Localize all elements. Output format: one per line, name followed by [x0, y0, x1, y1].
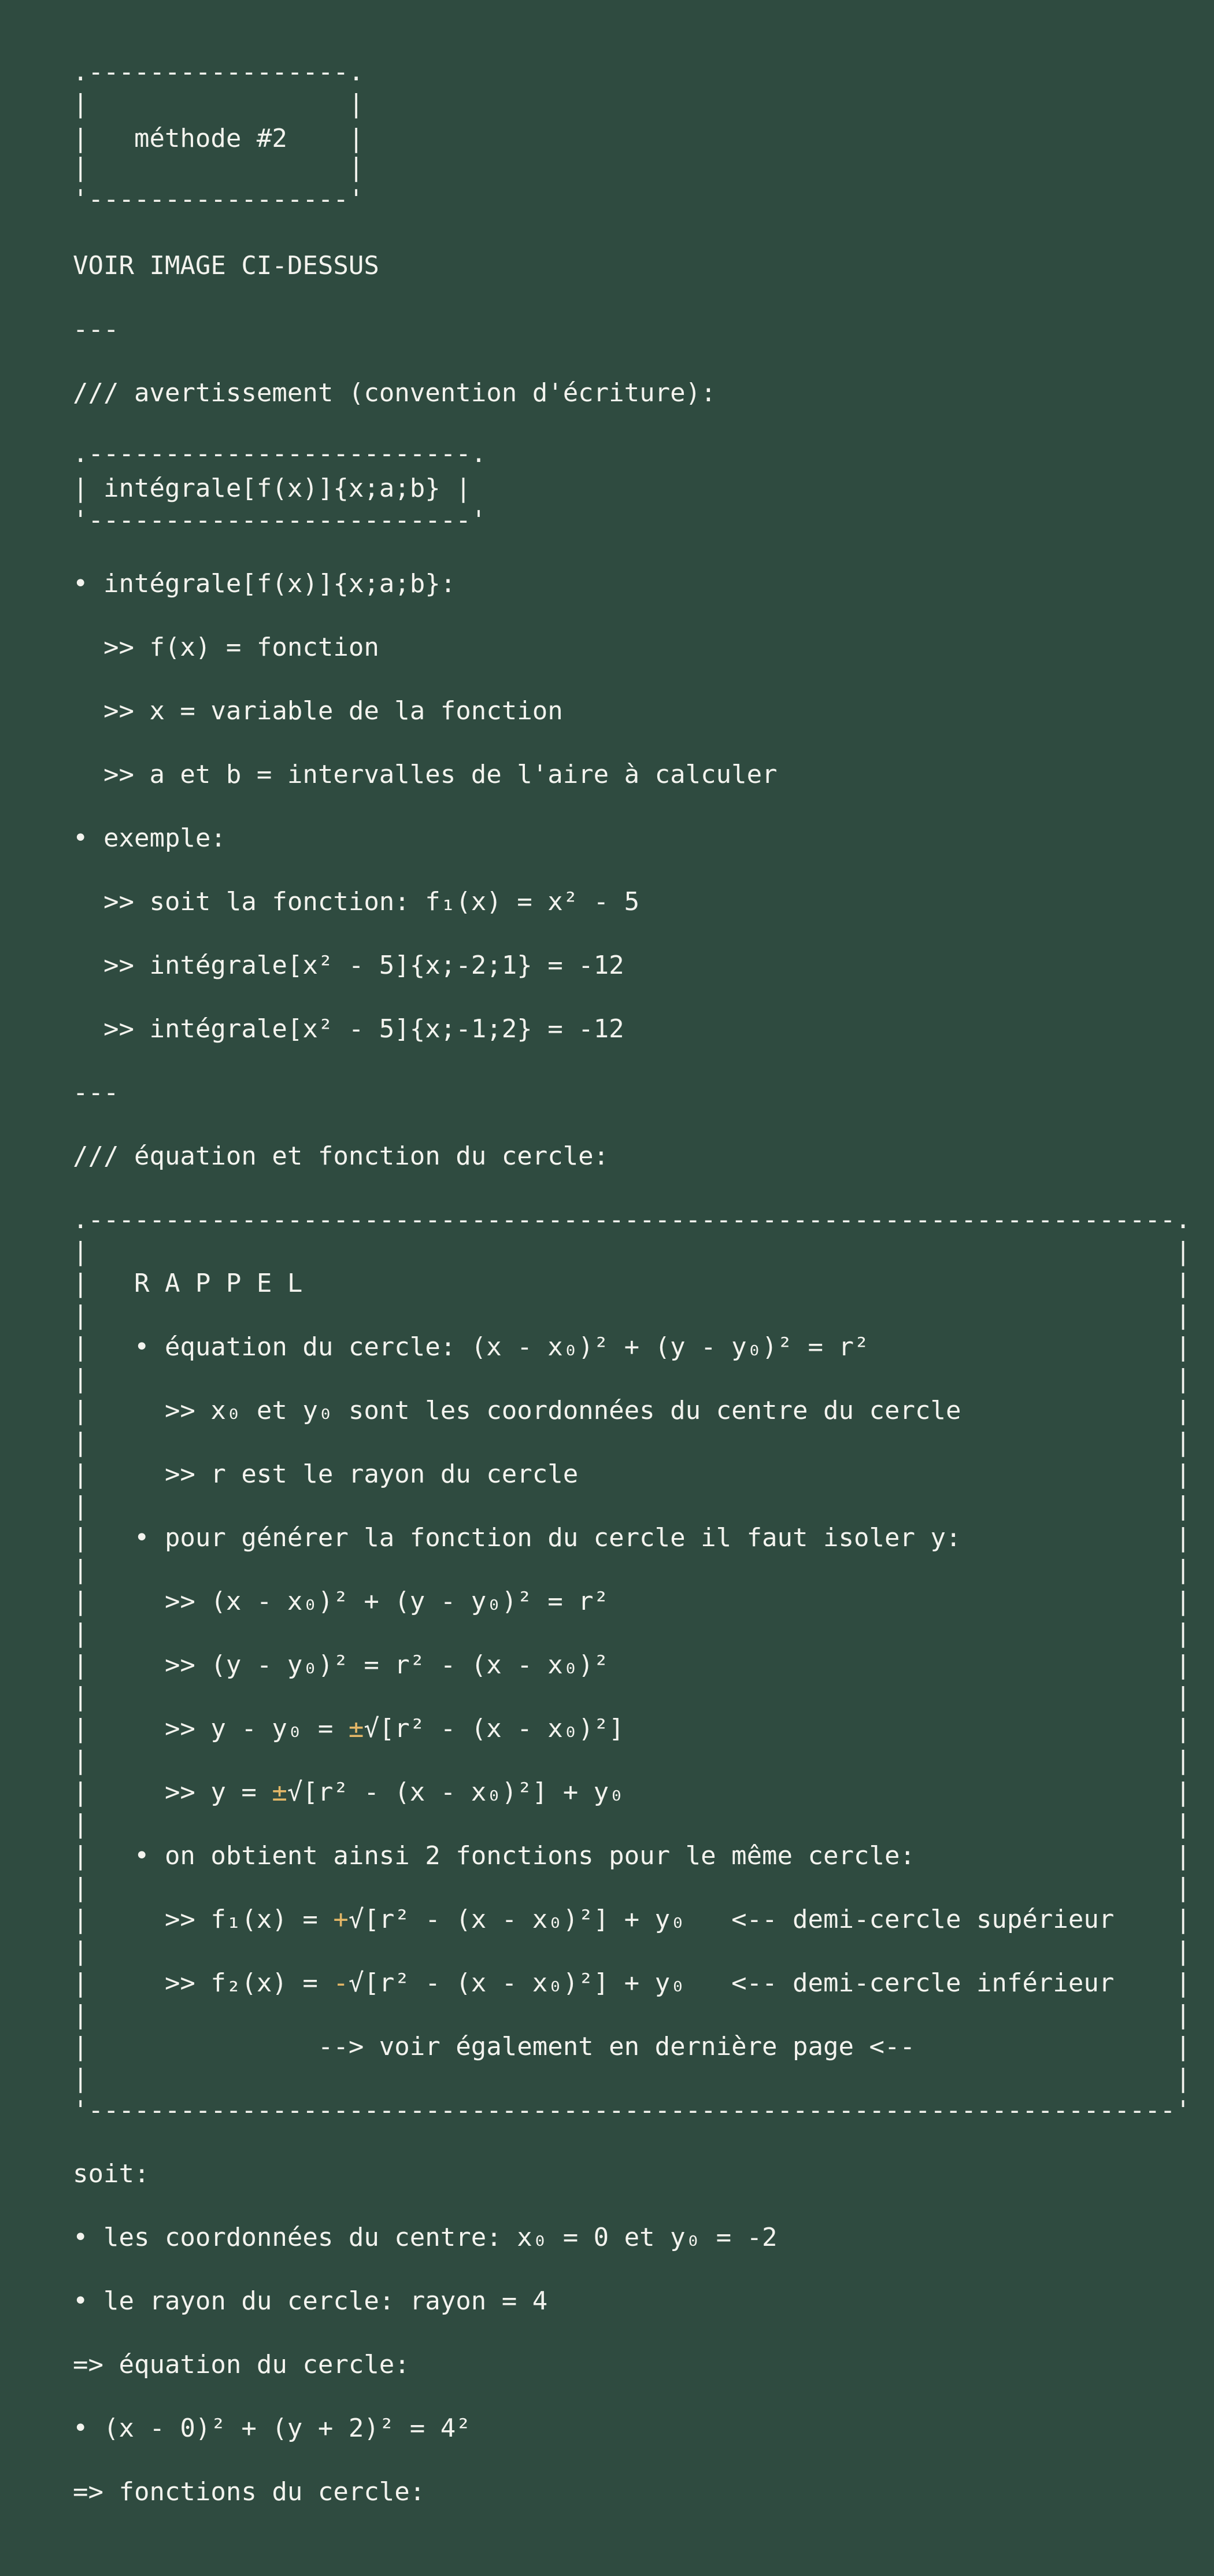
sub-item: >> soit la fonction: f₁(x) = x² - 5 — [73, 887, 640, 916]
box-side-line: | | — [73, 1936, 1191, 1966]
bullet-item: • (x - 0)² + (y + 2)² = 4² — [73, 2414, 471, 2443]
box-side-line: | | — [73, 1682, 1191, 1712]
rappel-line: | >> f₁(x) = +√[r² - (x - x₀)²] + y₀ <-- demi-cercle supérieur | — [73, 1905, 1191, 1934]
rappel-line: | >> (y - y₀)² = r² - (x - x₀)² | — [73, 1650, 1191, 1680]
rappel-line: | • pour générer la fonction du cercle il faut isoler y: | — [73, 1523, 1191, 1553]
separator: --- — [73, 1078, 119, 1107]
sign-highlight: ± — [348, 1714, 364, 1743]
box-side-line: | | — [73, 1809, 1191, 1839]
box-side-line: | | — [73, 1873, 1191, 1902]
see-last-page-note: | --> voir également en dernière page <-- | — [73, 2032, 1191, 2061]
soit-label: soit: — [73, 2159, 150, 2189]
sign-highlight: + — [333, 1905, 349, 1934]
box-side-line: | | — [73, 1300, 1191, 1330]
box-side-line: | | — [73, 153, 364, 182]
sub-item: >> x = variable de la fonction — [73, 696, 563, 726]
box-side-line: | | — [73, 89, 364, 119]
section-heading-circle: /// équation et fonction du cercle: — [73, 1141, 609, 1171]
rappel-line: | >> r est le rayon du cercle | — [73, 1459, 1191, 1489]
bullet-item: • exemple: — [73, 823, 226, 853]
bullet-item: • intégrale[f(x)]{x;a;b}: — [73, 569, 456, 598]
rappel-line: | • on obtient ainsi 2 fonctions pour le même cercle: | — [73, 1841, 1191, 1871]
see-image-note: VOIR IMAGE CI-DESSUS — [73, 251, 379, 280]
rappel-title: | R A P P E L | — [73, 1269, 1191, 1298]
box-side-line: | | — [73, 1555, 1191, 1584]
bullet-item: • les coordonnées du centre: x₀ = 0 et y₀ = -2 — [73, 2223, 778, 2252]
sub-item: >> a et b = intervalles de l'aire à calculer — [73, 760, 778, 789]
result-heading: => fonctions du cercle: — [73, 2477, 425, 2507]
box-side-line: | | — [73, 1618, 1191, 1648]
box-side-line: | | — [73, 1428, 1191, 1457]
box-side-line: | | — [73, 1491, 1191, 1521]
sub-item: >> f(x) = fonction — [73, 633, 379, 662]
box-bottom-border: '-------------------------' — [73, 505, 487, 535]
sub-item: >> intégrale[x² - 5]{x;-2;1} = -12 — [73, 951, 624, 980]
notation-box-content: | intégrale[f(x)]{x;a;b} | — [73, 474, 471, 503]
sign-highlight: ± — [272, 1777, 287, 1807]
separator: --- — [73, 315, 119, 344]
section-heading-warning: /// avertissement (convention d'écriture): — [73, 378, 716, 408]
bullet-item: • le rayon du cercle: rayon = 4 — [73, 2286, 548, 2316]
box-side-line: | | — [73, 1364, 1191, 1394]
rappel-line: | >> f₂(x) = -√[r² - (x - x₀)²] + y₀ <-- demi-cercle inférieur | — [73, 1968, 1191, 1998]
box-bottom-border: '-----------------------------------------------------------------------' — [73, 2095, 1191, 2125]
rappel-line: | >> (x - x₀)² + (y - y₀)² = r² | — [73, 1587, 1191, 1616]
sub-item: >> intégrale[x² - 5]{x;-1;2} = -12 — [73, 1014, 624, 1044]
result-heading: => équation du cercle: — [73, 2350, 410, 2379]
box-bottom-border: '-----------------' — [73, 184, 364, 214]
box-top-border: .-----------------. — [73, 57, 364, 87]
box-side-line: | | — [73, 1237, 1191, 1266]
rappel-line: | >> y = ±√[r² - (x - x₀)²] + y₀ | — [73, 1777, 1191, 1807]
box-top-border: .-----------------------------------------------------------------------. — [73, 1205, 1191, 1235]
rappel-line: | • équation du cercle: (x - x₀)² + (y - y₀)² = r² | — [73, 1332, 1191, 1362]
box-side-line: | | — [73, 2064, 1191, 2093]
box-side-line: | | — [73, 1746, 1191, 1775]
box-top-border: .-------------------------. — [73, 439, 487, 468]
sign-highlight: - — [333, 1968, 349, 1998]
method-title: | méthode #2 | — [73, 124, 364, 153]
rappel-line: | >> x₀ et y₀ sont les coordonnées du centre du cercle | — [73, 1396, 1191, 1425]
rappel-line: | >> y - y₀ = ±√[r² - (x - x₀)²] | — [73, 1714, 1191, 1743]
box-side-line: | | — [73, 2000, 1191, 2030]
